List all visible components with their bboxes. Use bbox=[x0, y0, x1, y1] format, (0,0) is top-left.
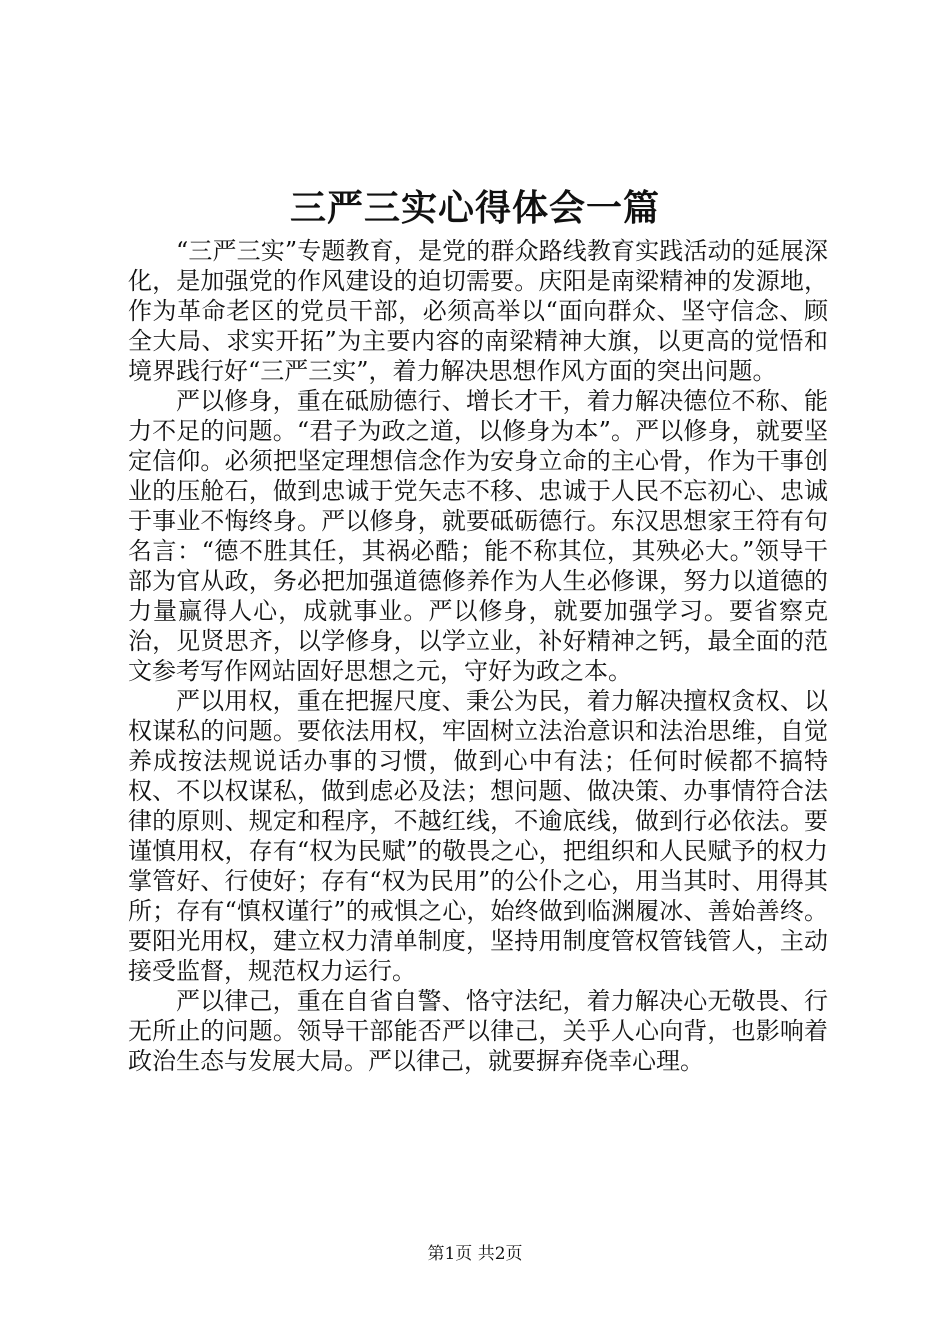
document-title: 三严三实心得体会一篇 bbox=[289, 187, 660, 229]
paragraph-power-use: 严以用权，重在把握尺度、秉公为民，着力解决擅权贪权、以权谋私的问题。要依法用权，牢固树立法治意识和法治思维，自觉养成按法规说话办事的习惯，做到心中有法；任何时候都不搞特权、不以权谋私，做到虑必及法；想问题、做决策、办事情符合法律的原则、规定和程序，不越红线，不逾底线，做到行必依法。要谨慎用权，存有“权为民赋”的敬畏之心，把组织和人民赋予的权力掌管好、行使好；存有“权为民用”的公仆之心，用当其时、用得其所；存有“慎权谨行”的戒惧之心，始终做到临渊履冰、善始善终。要阳光用权，建立权力清单制度，坚持用制度管权管钱管人，主动接受监督，规范权力运行。 bbox=[128, 687, 828, 985]
paragraph-self-discipline: 严以律己，重在自省自警、恪守法纪，着力解决心无敬畏、行无所止的问题。领导干部能否严以律己，关乎人心向背，也影响着政治生态与发展大局。严以律己，就要摒弃侥幸心理。 bbox=[128, 987, 828, 1075]
page-number-footer: 第1页 共2页 bbox=[427, 1244, 523, 1264]
paragraph-intro: “三严三实”专题教育，是党的群众路线教育实践活动的延展深化，是加强党的作风建设的迫切需要。庆阳是南梁精神的发源地，作为革命老区的党员干部，必须高举以“面向群众、坚守信念、顾全大局、求实开拓”为主要内容的南梁精神大旗，以更高的觉悟和境界践行好“三严三实”，着力解决思想作风方面的突出问题。 bbox=[128, 237, 828, 385]
paragraph-self-cultivation: 严以修身，重在砥励德行、增长才干，着力解决德位不称、能力不足的问题。“君子为政之道，以修身为本”。严以修身，就要坚定信仰。必须把坚定理想信念作为安身立命的主心骨，作为干事创业的压舱石，做到忠诚于党矢志不移、忠诚于人民不忘初心、忠诚于事业不悔终身。严以修身，就要砥砺德行。东汉思想家王符有句名言：“德不胜其任，其祸必酷；能不称其位，其殃必大。”领导干部为官从政，务必把加强道德修养作为人生必修课，努力以道德的力量赢得人心，成就事业。严以修身，就要加强学习。要省察克治，见贤思齐，以学修身，以学立业，补好精神之钙，最全面的范文参考写作网站固好思想之元，守好为政之本。 bbox=[128, 387, 828, 685]
document-body bbox=[128, 236, 828, 1076]
